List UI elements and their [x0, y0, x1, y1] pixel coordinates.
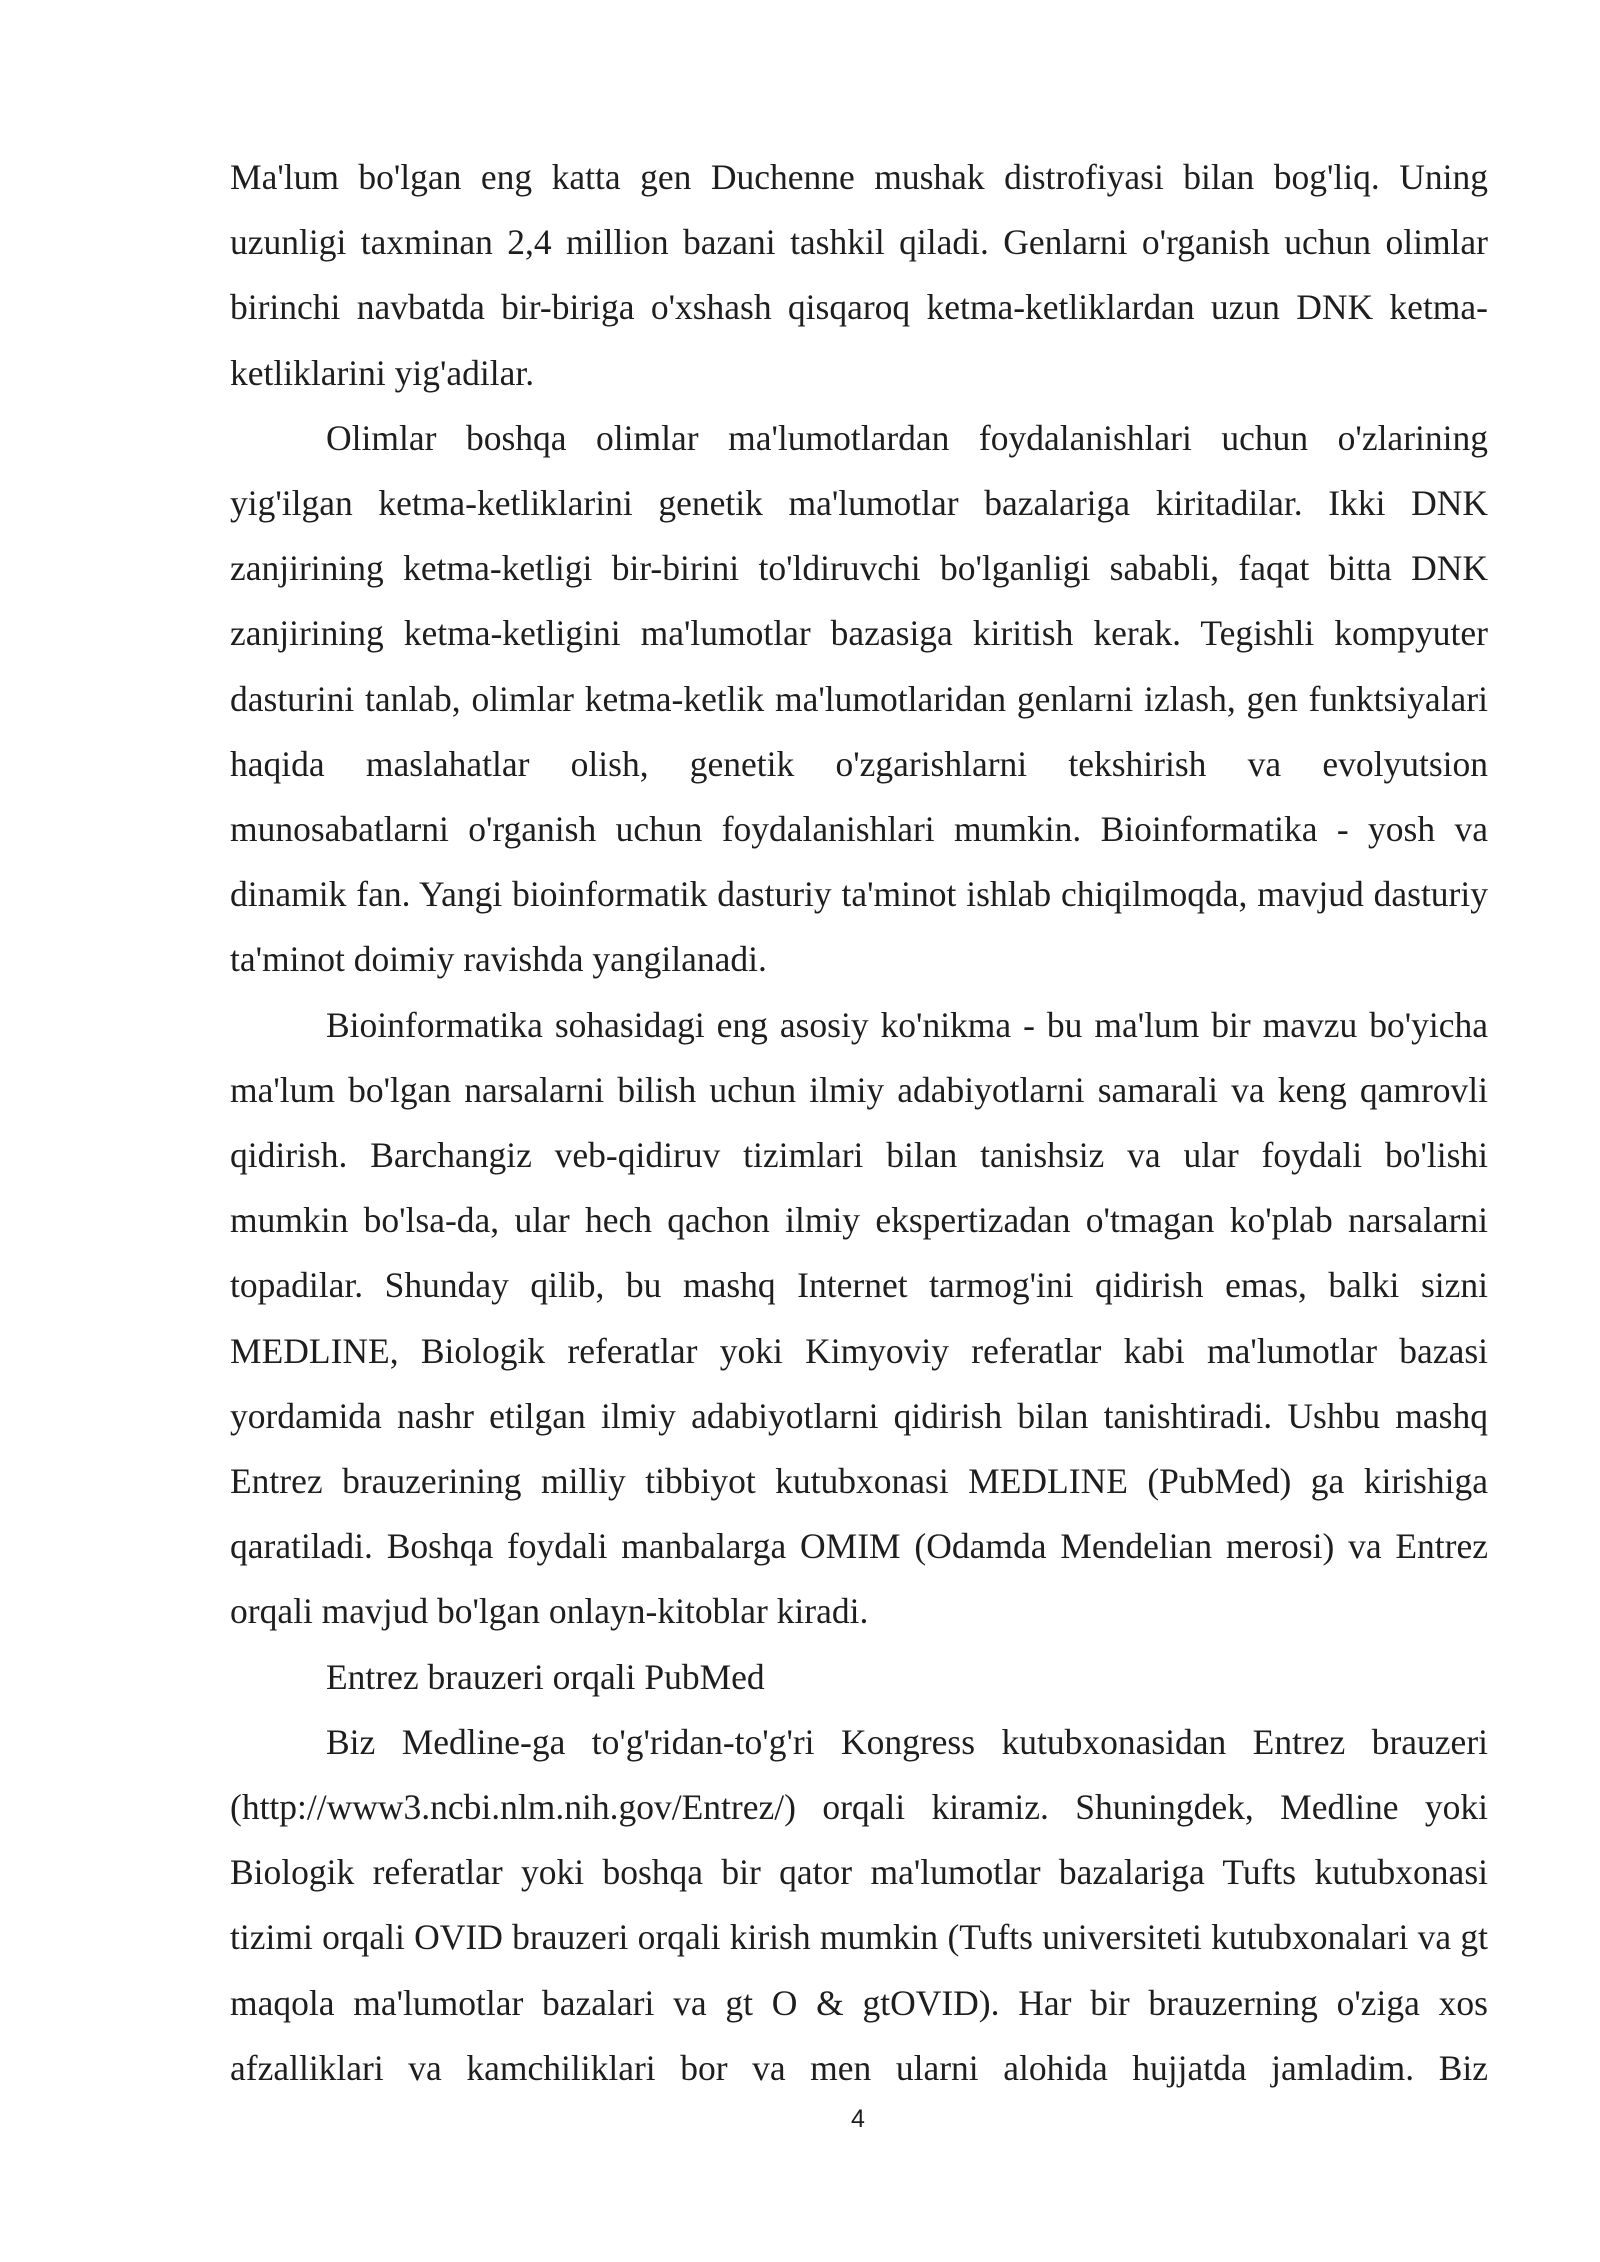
paragraph-3: Bioinformatika sohasidagi eng asosiy ko'nikma - bu ma'lum bir mavzu bo'yicha ma'lum bo'lgan narsalarni bilish uchun ilmiy adabiyotlarni samarali va keng qamrovli qidirish. Barchangiz veb-qidiruv tizimlari bilan tanishsiz va ular foydali bo'lishi mumkin bo'lsa-da, ular hech qachon ilmiy ekspertizadan o'tmagan ko'plab narsalarni topadilar. Shunday qilib, bu mashq Internet tarmog'ini qidirish emas, balki sizni MEDLINE, Biologik referatlar yoki Kimyoviy referatlar kabi ma'lumotlar bazasi yordamida nashr etilgan ilmiy adabiyotlarni qidirish bilan tanishtiradi. Ushbu mashq Entrez brauzerining milliy tibbiyot kutubxonasi MEDLINE (PubMed) ga kirishiga qaratiladi. Boshqa foydali manbalarga OMIM (Odamda Mendelian merosi) va Entrez orqali mavjud bo'lgan onlayn-kitoblar kiradi.	[230, 1004, 1488, 1632]
paragraph-4: Biz Medline-ga to'g'ridan-to'g'ri Kongress kutubxonasidan Entrez brauzeri (http://www3.ncbi.nlm.nih.gov/Entrez/) orqali kiramiz. Shuningdek, Medline yoki Biologik referatlar yoki boshqa bir qator ma'lumotlar bazalariga Tufts kutubxonasi tizimi orqali OVID brauzeri orqali kirish mumkin (Tufts universiteti kutubxonalari va gt maqola ma'lumotlar bazalari va gt O & gtOVID). Har bir brauzerning o'ziga xos afzalliklari va kamchiliklari bor va men ularni alohida hujjatda jamladim. Biz	[230, 1721, 1488, 2088]
paragraph-2: Olimlar boshqa olimlar ma'lumotlardan foydalanishlari uchun o'zlarining yig'ilgan ketma-ketliklarini genetik ma'lumotlar bazalariga kiritadilar. Ikki DNK zanjirining ketma-ketligi bir-birini to'ldiruvchi bo'lganligi sababli, faqat bitta DNK zanjirining ketma-ketligini ma'lumotlar bazasiga kiritish kerak. Tegishli kompyuter dasturini tanlab, olimlar ketma-ketlik ma'lumotlaridan genlarni izlash, gen funktsiyalari haqida maslahatlar olish, genetik o'zgarishlarni tekshirish va evolyutsion munosabatlarni o'rganish uchun foydalanishlari mumkin. Bioinformatika - yosh va dinamik fan. Yangi bioinformatik dasturiy ta'minot ishlab chiqilmoqda, mavjud dasturiy ta'minot doimiy ravishda yangilanadi.	[230, 417, 1488, 980]
page-number: 4	[851, 2105, 865, 2133]
document-body	[230, 145, 1488, 2101]
section-heading: Entrez brauzeri orqali PubMed	[326, 1656, 765, 1697]
paragraph-1: Ma'lum bo'lgan eng katta gen Duchenne mushak distrofiyasi bilan bog'liq. Uning uzunligi taxminan 2,4 million bazani tashkil qiladi. Genlarni o'rganish uchun olimlar birinchi navbatda bir-biriga o'xshash qisqaroq ketma-ketliklardan uzun DNK ketma-ketliklarini yig'adilar.	[230, 157, 1488, 393]
